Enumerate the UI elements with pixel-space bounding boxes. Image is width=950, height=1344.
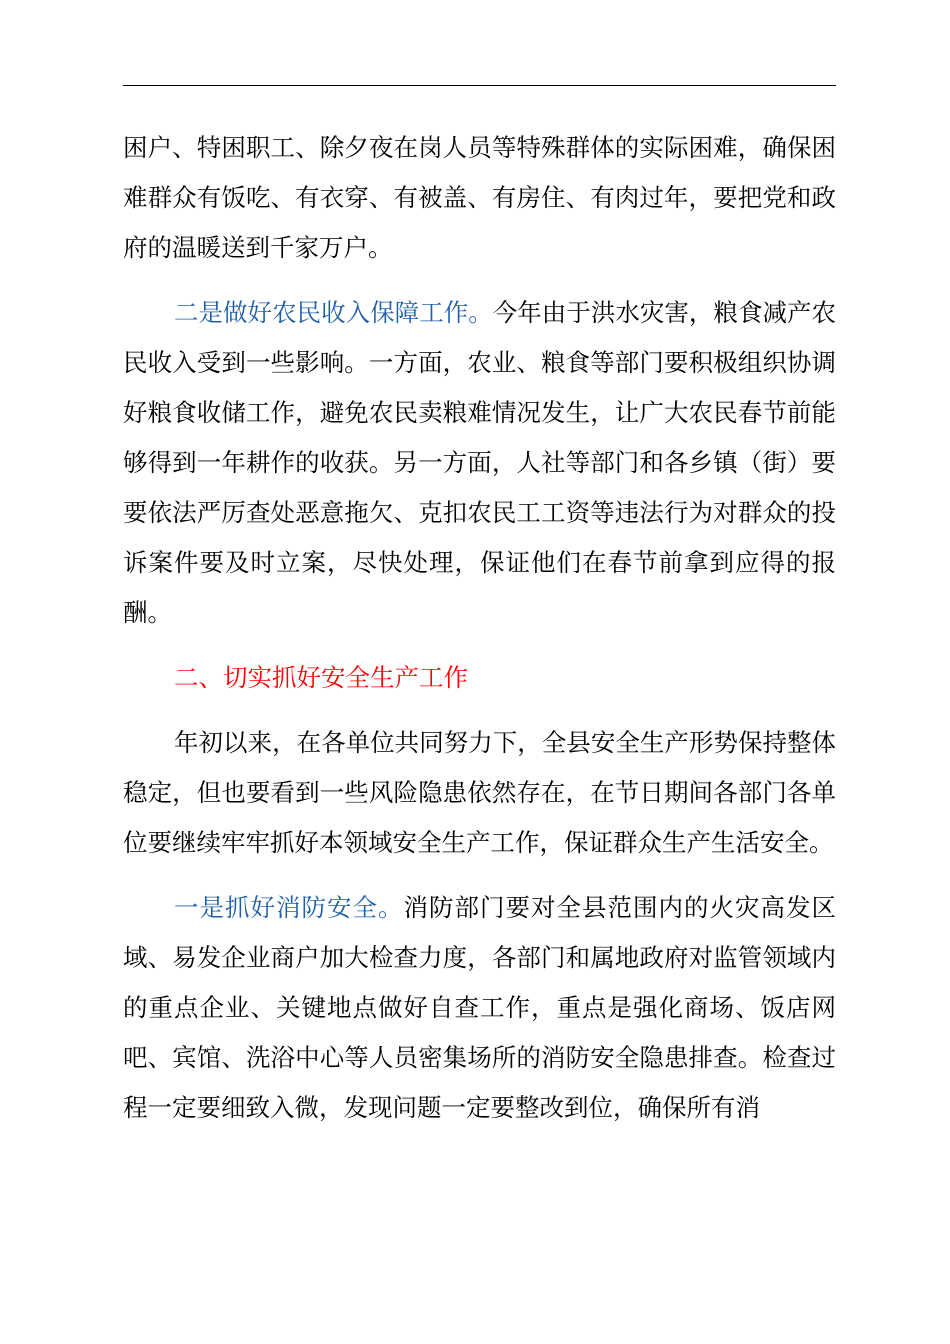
header-rule <box>123 85 836 86</box>
paragraph-safety-overview: 年初以来，在各单位共同努力下，全县安全生产形势保持整体稳定，但也要看到一些风险隐患依然存在，在节日期间各部门各单位要继续牢牢抓好本领域安全生产工作，保证群众生产生活安全。 <box>123 728 836 857</box>
paragraph-farmer-income <box>123 288 836 638</box>
section-heading-safety: 二、切实抓好安全生产工作 <box>174 663 468 692</box>
paragraph-fire-safety <box>123 883 836 1133</box>
paragraph-lead-farmer-income: 二是做好农民收入保障工作。 <box>174 298 493 327</box>
document-body <box>123 123 836 1133</box>
paragraph-continuation: 困户、特困职工、除夕夜在岗人员等特殊群体的实际困难，确保困难群众有饭吃、有衣穿、有被盖、有房住、有肉过年，要把党和政府的温暖送到千家万户。 <box>123 133 836 262</box>
paragraph-lead-fire-safety: 一是抓好消防安全。 <box>174 893 404 922</box>
paragraph-text-fire-safety: 消防部门要对全县范围内的火灾高发区域、易发企业商户加大检查力度，各部门和属地政府对监管领域内的重点企业、关键地点做好自查工作，重点是强化商场、饭店网吧、宾馆、洗浴中心等人员密集场所的消防安全隐患排查。检查过程一定要细致入微，发现问题一定要整改到位，确保所有消 <box>123 893 836 1122</box>
paragraph-text-farmer-income: 今年由于洪水灾害，粮食减产农民收入受到一些影响。一方面，农业、粮食等部门要积极组织协调好粮食收储工作，避免农民卖粮难情况发生，让广大农民春节前能够得到一年耕作的收获。另一方面，人社等部门和各乡镇（街）要要依法严厉查处恶意拖欠、克扣农民工工资等违法行为对群众的投诉案件要及时立案，尽快处理，保证他们在春节前拿到应得的报酬。 <box>123 298 836 627</box>
